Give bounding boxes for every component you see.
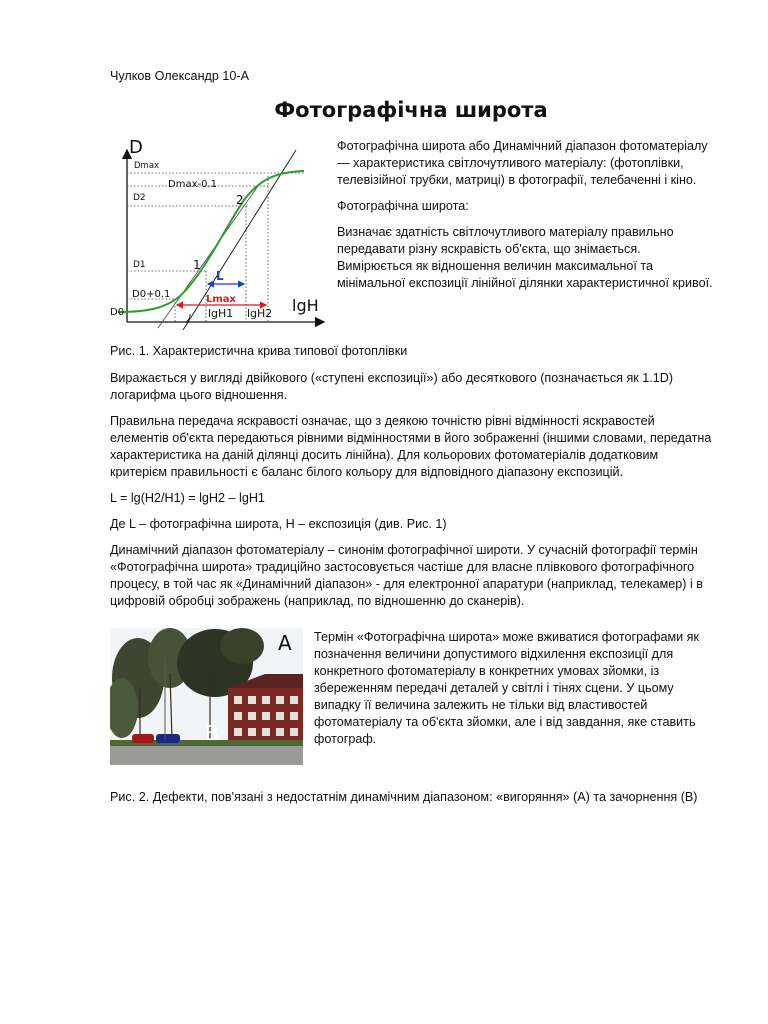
label-lmax: Lmax <box>206 294 236 305</box>
body-text <box>110 370 714 619</box>
label-d: D <box>129 137 143 158</box>
figure2-caption: Рис. 2. Дефекти, пов'язані з недостатнім динамічним діапазоном: «вигоряння» (A) та зачорнення (B) <box>110 790 698 804</box>
body-paragraph: Правильна передача яскравості означає, що з деякою точністю рівні відмінності яскравостей елементів об'єкта передаються рівними відмінностями в його зображенні (іншими словами, передатна характеристика на даній ділянці досить лінійна). Для кольорових фотоматеріалів додатковим критерієм правильності є баланс білого кольору для відповідного діапазону експозицій. <box>110 414 712 479</box>
defects-photo <box>110 628 303 765</box>
figure1-caption: Рис. 1. Характеристична крива типової фотоплівки <box>110 344 408 358</box>
intro-paragraph: Фотографічна широта: <box>337 199 469 213</box>
characteristic-curve-figure <box>108 136 330 330</box>
intro-paragraph: Фотографічна широта або Динамічний діапазон фотоматеріалу — характеристика світлочутливого матеріалу: (фотоплівки, телевізійної трубки, матриці) в фотографії, телебаченні і кіно. <box>337 139 708 187</box>
label-d1: D1 <box>133 260 146 270</box>
photo-label-a: A <box>278 631 292 655</box>
body-paragraph: Виражається у вигляді двійкового («ступені експозиції») або десяткового (позначається як 1.1D) логарифма цього відношення. <box>110 371 674 402</box>
label-lgh1: lgH1 <box>208 307 234 320</box>
formula: L = lg(H2/H1) = lgH2 – lgH1 <box>110 491 265 505</box>
intro-text <box>337 138 717 301</box>
label-d0: D0 <box>110 307 125 318</box>
label-lgh: lgH <box>292 296 319 315</box>
photo-side-text: Термін «Фотографічна широта» може вживатися фотографами як позначення величини допустимого відхилення експозиції для конкретного фотоматеріалу в конкретних умовах зйомки, із збереженням передачі деталей у світлі і тінях сцени. У цьому випадку її величина залежить не тільки від властивостей фотоматеріалу та об'єкта зйомки, але і від завдання, яке ставить фотограф. <box>314 630 699 746</box>
author-line: Чулков Олександр 10-А <box>110 69 249 83</box>
page-title: Фотографічна широта <box>274 98 548 122</box>
point-1: 1 <box>193 258 201 272</box>
label-dmax-01: Dmax-0.1 <box>168 179 217 190</box>
label-d2: D2 <box>133 193 146 203</box>
intro-paragraph: Визначає здатність світлочутливого матеріалу правильно передавати різну яскравість об'єкта, що знімається. Вимірюється як відношення величин максимальної та мінімальної експозиції лінійної ділянки характеристичної кривої. <box>337 225 713 290</box>
body-paragraph: Де L – фотографічна широта, H – експозиція (див. Рис. 1) <box>110 517 447 531</box>
point-2: 2 <box>236 193 244 207</box>
label-l: L <box>216 269 224 283</box>
body-paragraph: Динамічний діапазон фотоматеріалу – синонім фотографічної широти. У сучасній фотографії термін «Фотографічна широта» традиційно застосовується частіше для власне плівкового фотографічного процесу, в той час як «Динамічний діапазон» - для електронної апаратури (наприклад, телекамер) і в цифровій обробці зображень (наприклад, по відношенню до сканерів). <box>110 543 703 608</box>
photo-label-b: B <box>205 721 219 745</box>
label-lgh2: lgH2 <box>247 307 273 320</box>
label-d0-01: D0+0.1 <box>132 289 171 300</box>
label-dmax: Dmax <box>134 161 160 171</box>
